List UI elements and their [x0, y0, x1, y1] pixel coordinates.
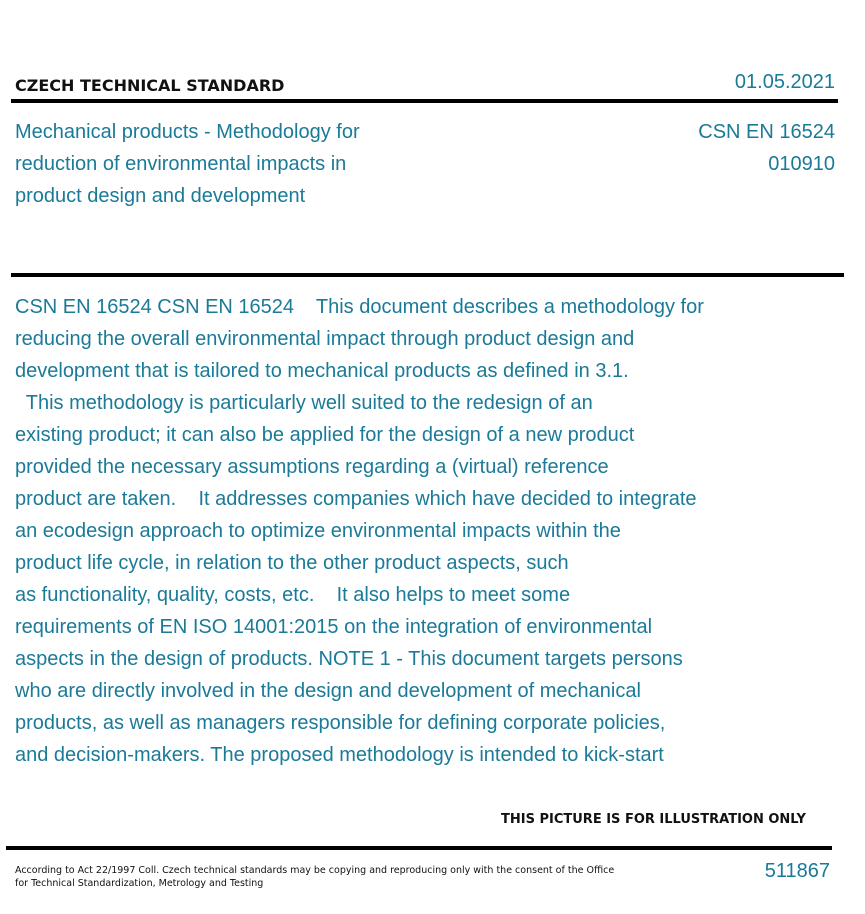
header-rule	[11, 99, 838, 103]
footer-rule	[6, 846, 832, 850]
document-title	[15, 116, 435, 212]
document-title-line: reduction of environmental impacts in	[15, 153, 347, 175]
header-title: CZECH TECHNICAL STANDARD	[15, 76, 285, 95]
abstract-line: product life cycle, in relation to the other product aspects, such	[15, 552, 569, 574]
footer-legal-line: According to Act 22/1997 Coll. Czech technical standards may be copying and reproducing only with the consent of the Office	[15, 865, 615, 876]
abstract-line: an ecodesign approach to optimize environmental impacts within the	[15, 520, 621, 542]
abstract-line: aspects in the design of products. NOTE 1 - This document targets persons	[15, 648, 683, 670]
abstract-line: CSN EN 16524 CSN EN 16524 This document describes a methodology for	[15, 296, 704, 318]
abstract-line: as functionality, quality, costs, etc. It also helps to meet some	[15, 584, 571, 606]
illustration-notice: THIS PICTURE IS FOR ILLUSTRATION ONLY	[501, 812, 806, 827]
footer-legal-line: for Technical Standardization, Metrology and Testing	[15, 878, 264, 889]
footer-number: 511867	[764, 860, 830, 882]
abstract-line: development that is tailored to mechanical products as defined in 3.1.	[15, 360, 629, 382]
abstract-line: who are directly involved in the design and development of mechanical	[15, 680, 641, 702]
standard-code: CSN EN 16524	[698, 121, 835, 143]
abstract-line: existing product; it can also be applied for the design of a new product	[15, 424, 635, 446]
abstract-line: requirements of EN ISO 14001:2015 on the integration of environmental	[15, 616, 653, 638]
class-number: 010910	[768, 153, 835, 175]
document-title-line: Mechanical products - Methodology for	[15, 121, 360, 143]
abstract-line: reducing the overall environmental impact through product design and	[15, 328, 635, 350]
abstract-line: product are taken. It addresses companies which have decided to integrate	[15, 488, 697, 510]
abstract-line: provided the necessary assumptions regarding a (virtual) reference	[15, 456, 609, 478]
abstract-line: This methodology is particularly well suited to the redesign of an	[15, 392, 593, 414]
document-codes	[698, 116, 835, 180]
abstract-text	[15, 291, 815, 771]
section-rule	[11, 273, 844, 277]
footer-legal-text	[15, 864, 615, 890]
abstract-line: products, as well as managers responsible for defining corporate policies,	[15, 712, 666, 734]
abstract-line: and decision-makers. The proposed methodology is intended to kick-start	[15, 744, 664, 766]
document-title-line: product design and development	[15, 185, 306, 207]
header-date: 01.05.2021	[734, 71, 835, 93]
